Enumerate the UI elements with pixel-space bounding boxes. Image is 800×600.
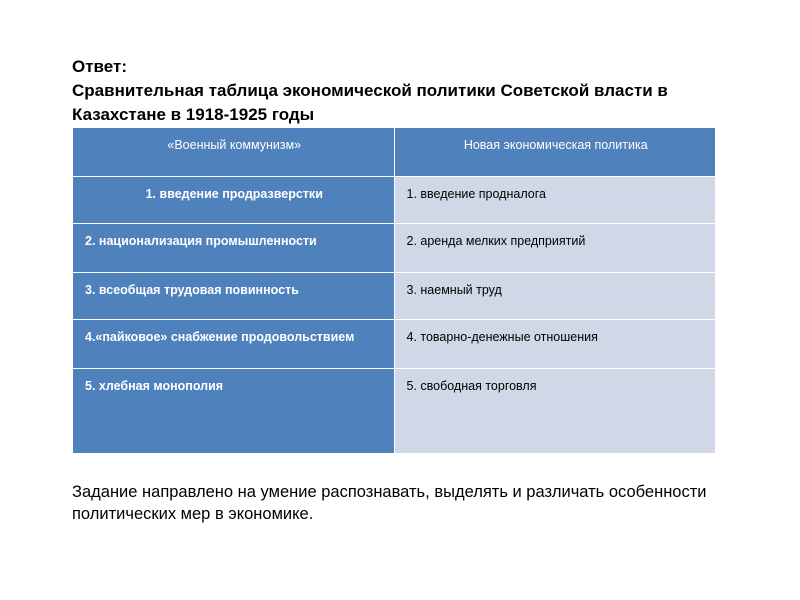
war-communism-item: 3. всеобщая трудовая повинность [73,273,395,320]
table-row [73,273,716,320]
table-title: Сравнительная таблица экономической политики Советской власти в Казахстане в 1918-1925 годы [72,81,668,124]
answer-label: Ответ: [72,57,127,76]
table-row [73,369,716,454]
table-row [73,320,716,369]
war-communism-item: 4.«пайковое» снабжение продовольствием [73,320,395,369]
header-war-communism: «Военный коммунизм» [73,128,395,177]
header-nep: Новая экономическая политика [394,128,716,177]
task-description: Задание направлено на умение распознавать, выделять и различать особенности политических мер в экономике. [72,483,707,523]
nep-item: 2. аренда мелких предприятий [394,224,716,273]
comparison-table [72,127,716,454]
slide-heading [72,55,712,127]
war-communism-item: 5. хлебная монополия [73,369,395,454]
nep-item: 5. свободная торговля [394,369,716,454]
table-row [73,177,716,224]
nep-item: 4. товарно-денежные отношения [394,320,716,369]
table-row [73,224,716,273]
war-communism-item: 1. введение продразверстки [73,177,395,224]
nep-item: 3. наемный труд [394,273,716,320]
nep-item: 1. введение продналога [394,177,716,224]
war-communism-item: 2. национализация промышленности [73,224,395,273]
table-header-row [73,128,716,177]
